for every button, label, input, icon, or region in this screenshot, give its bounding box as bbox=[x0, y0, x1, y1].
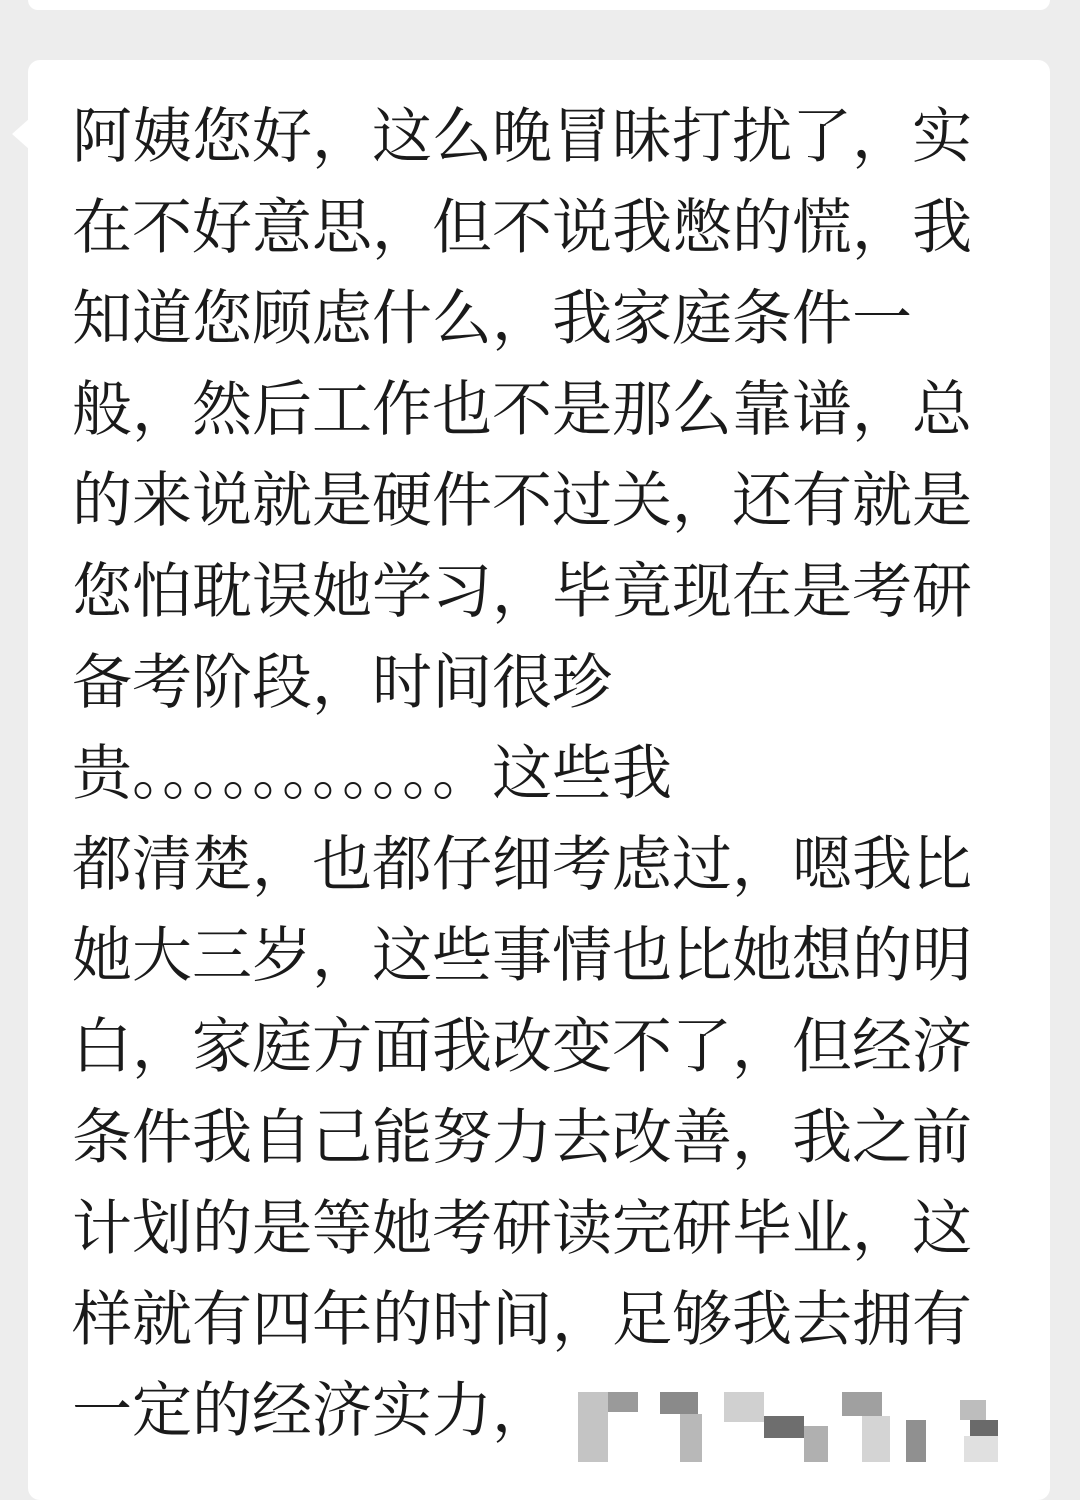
message-line: 计划的是等她考研读完研毕业，这 bbox=[72, 1194, 972, 1264]
message-line: 般，然后工作也不是那么靠谱，总 bbox=[72, 375, 972, 445]
message-line: 您怕耽误她学习，毕竟现在是考研 bbox=[72, 557, 972, 627]
message-line: 备考阶段，时间很珍 bbox=[72, 648, 612, 718]
message-line: 贵。。。。。。。。。。。这些我 bbox=[72, 739, 672, 809]
message-text bbox=[72, 92, 1022, 1457]
message-line: 在不好意思，但不说我憋的慌，我 bbox=[72, 193, 972, 263]
message-line: 样就有四年的时间，足够我去拥有 bbox=[72, 1285, 972, 1355]
previous-message-bubble bbox=[28, 0, 1050, 10]
message-line: 一定的经济实力， bbox=[72, 1376, 552, 1446]
message-line: 的来说就是硬件不过关，还有就是 bbox=[72, 466, 972, 536]
message-line: 白，家庭方面我改变不了，但经济 bbox=[72, 1012, 972, 1082]
bubble-tail bbox=[12, 118, 30, 150]
message-line: 知道您顾虑什么，我家庭条件一 bbox=[72, 284, 912, 354]
message-line: 阿姨您好，这么晚冒昧打扰了，实 bbox=[72, 102, 972, 172]
message-line: 条件我自己能努力去改善，我之前 bbox=[72, 1103, 972, 1173]
message-line: 她大三岁，这些事情也比她想的明 bbox=[72, 921, 972, 991]
message-line: 都清楚，也都仔细考虑过，嗯我比 bbox=[72, 830, 972, 900]
